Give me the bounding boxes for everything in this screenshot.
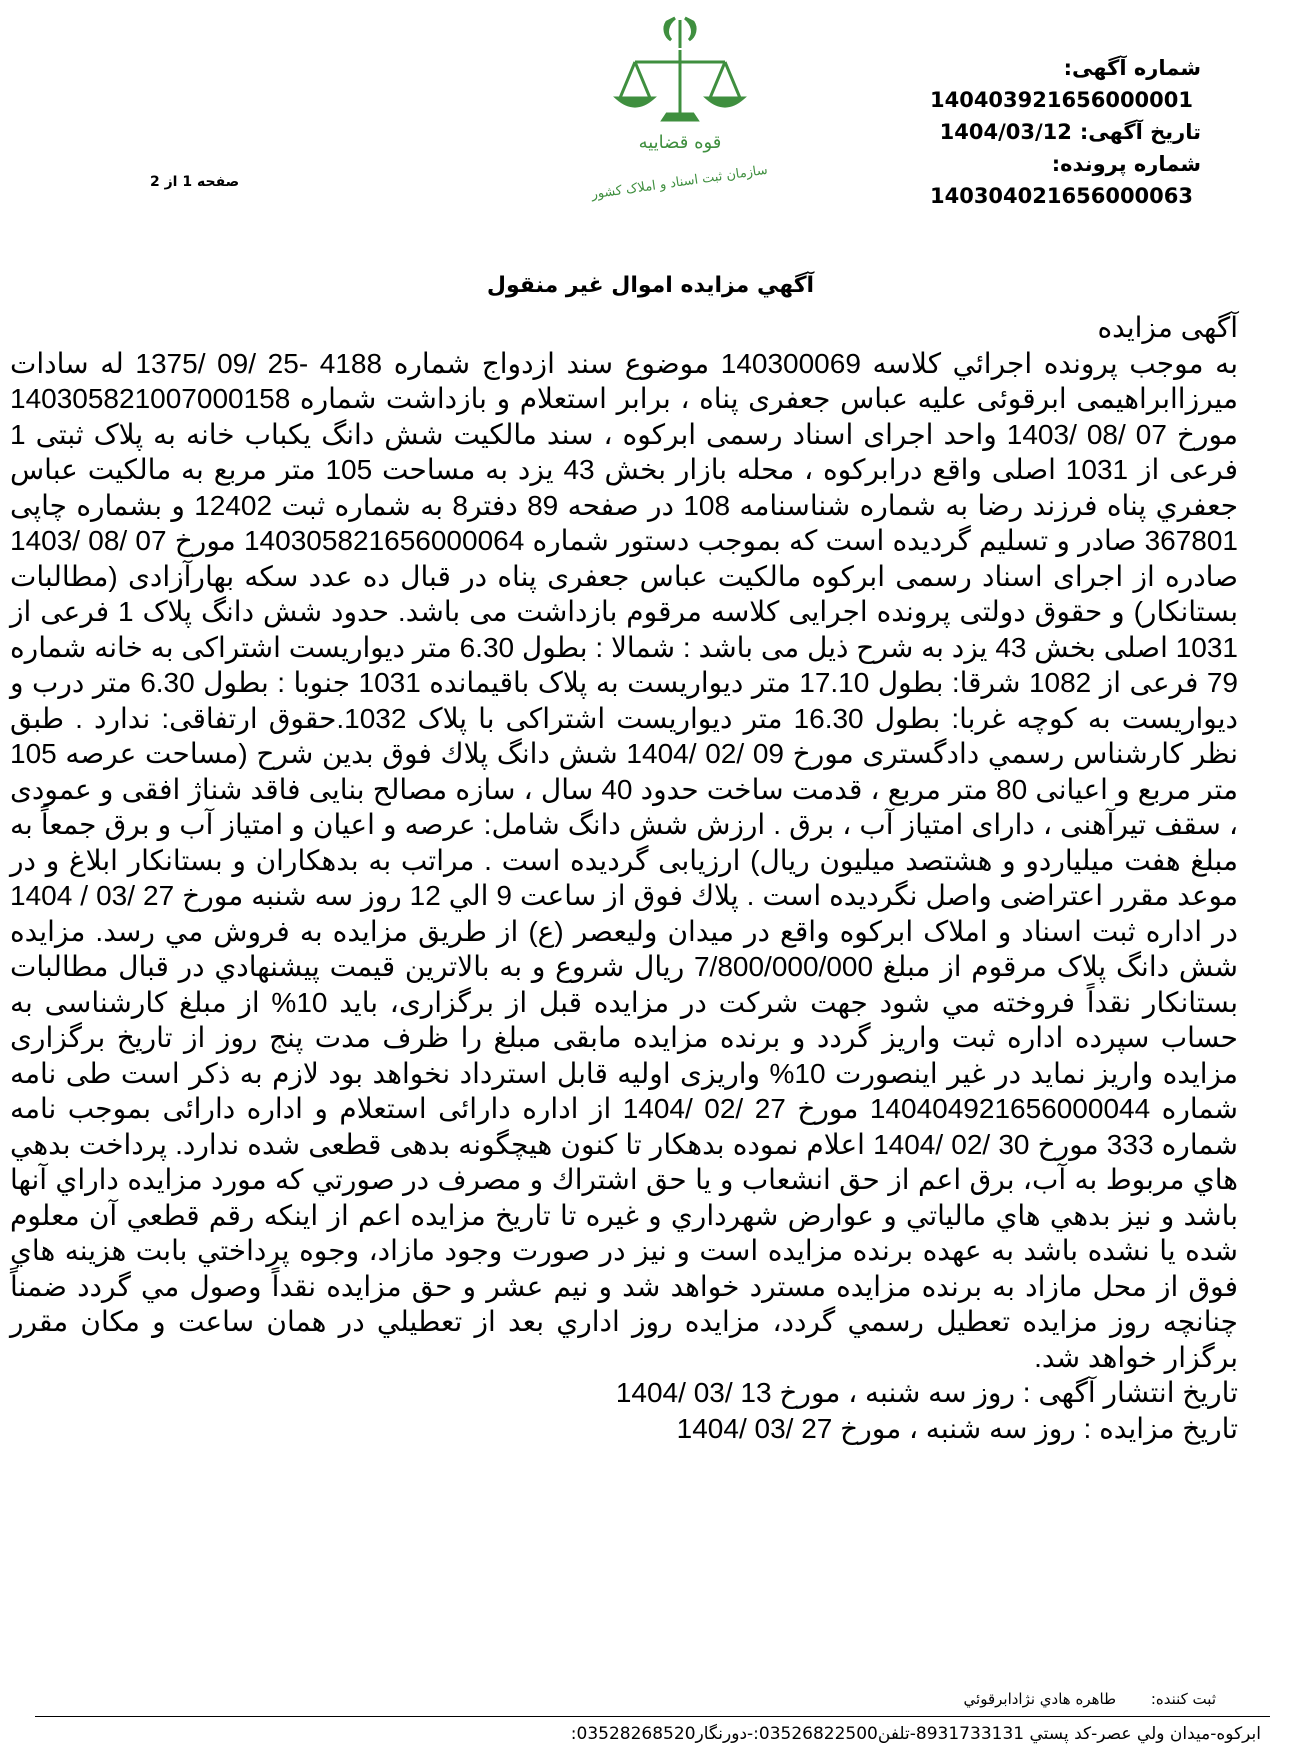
emblem-text: قوه قضاییه: [638, 132, 722, 153]
case-number-label: شماره پرونده:: [1051, 152, 1201, 176]
ad-date-label: تاریخ آگهی:: [1079, 120, 1201, 144]
registrar-label: ثبت كننده:: [1150, 1690, 1216, 1708]
notice-body: [10, 310, 1238, 1446]
ad-number-label: شماره آگهی:: [1063, 56, 1201, 80]
footer-divider: [35, 1716, 1270, 1717]
case-number-row: [821, 148, 1201, 212]
document-title: آگهي مزايده اموال غير منقول: [486, 273, 815, 298]
footer-address: ابركوه-ميدان ولي عصر-كد پستي 8931733131-تلفن03526822500:-دورنگار03528268520:: [570, 1724, 1261, 1744]
auction-date-line: تاريخ مزايده : روز سه شنبه ، مورخ 27 /03 /1404: [676, 1412, 1238, 1444]
publish-date-line: تاريخ انتشار آگهی : روز سه شنبه ، مورخ 13 /03 /1404: [615, 1377, 1238, 1408]
ad-date-row: [821, 116, 1201, 148]
page-indicator: صفحه 1 از 2: [150, 174, 240, 190]
ad-meta: [821, 52, 1201, 212]
judiciary-emblem-logo: [575, 10, 785, 220]
ad-date: 1404/03/12: [939, 120, 1072, 144]
notice-paragraph: به موجب پرونده اجرائي كلاسه 140300069 موضوع سند ازدواج شماره 4188 -25 /09 /1375 له سادات میرزاابراهیمی ابرقوئی علیه عباس جعفری پناه ، برابر استعلام و بازداشت شماره 140305821007000158 مورخ 07 /08 /1403 واحد اجرای اسناد رسمی ابرکوه ، سند مالکیت شش دانگ یکباب خانه به پلاک ثبتی 1 فرعی از 1031 اصلی واقع درابرکوه ، محله بازار بخش 43 یزد به مساحت 105 متر مربع به مالکیت عباس جعفري پناه فرزند رضا به شماره شناسنامه 108 در صفحه 89 دفتر8 به شماره ثبت 12402 و بشماره چاپی 367801 صادر و تسلیم گردیده است که بموجب دستور شماره 140305821656000064 مورخ 07 /08 /1403 صادره از اجرای اسناد رسمی ابرکوه مالکیت عباس جعفری پناه در قبال ده عدد سکه بهارآزادی (مطالبات بستانکار) و حقوق دولتی پرونده اجرایی کلاسه مرقوم بازداشت می باشد. حدود شش دانگ پلاک 1 فرعی از 1031 اصلی بخش 43 یزد به شرح ذیل می باشد : شمالا : بطول 6.30 متر دیواریست اشتراکی به خانه شماره 79 فرعی از 1082 شرقا: بطول 17.10 متر دیواریست به پلاک باقیمانده 1031 جنوبا : بطول 6.30 متر درب و دیواریست به کوچه غربا: بطول 16.30 متر دیواریست اشتراکی با پلاک 1032.حقوق ارتفاقی: ندارد . طبق نظر کارشناس رسمي دادگستری مورخ 09 /02 /1404 شش دانگ پلاك فوق بدين شرح (مساحت عرصه 105 متر مربع و اعیانی 80 متر مربع ، قدمت ساخت حدود 40 سال ، سازه مصالح بنایی فاقد شناژ افقی و عمودی ، سقف تیرآهنی ، دارای امتیاز آب ، برق . ارزش شش دانگ شامل: عرصه و اعیان و امتیاز آب و برق جمعاً به مبلغ هفت ميلياردو و هشتصد میلیون ریال) ارزیابی گردیده است . مراتب به بدهکاران و بستانکار ابلاغ و در موعد مقرر اعتراضی واصل نگردیده است . پلاك فوق از ساعت 9 الي 12 روز سه شنبه مورخ 27 /03 / 1404 در اداره ثبت اسناد و املاک ابرکوه واقع در میدان ولیعصر (ع) از طريق مزايده به فروش مي رسد. مزايده شش دانگ پلاک مرقوم از مبلغ 7/800/000/000 ريال شروع و به بالاترين قيمت پيشنهادي در قبال مطالبات بستانكار نقداً فروخته مي شود جهت شرکت در مزایده قبل از برگزاری، باید 10% از مبلغ کارشناسی به حساب سپرده اداره ثبت واریز گردد و برنده مزایده مابقی مبلغ را ظرف مدت پنج روز از تاریخ برگزاری مزایده واریز نماید در غیر اینصورت 10% واریزی اولیه قابل استرداد نخواهد بود لازم به ذکر است طی نامه شماره 140404921656000044 مورخ 27 /02 /1404 از اداره دارائی استعلام و اداره دارائی بموجب نامه شماره 333 مورخ 30 /02 /1404 اعلام نموده بدهکار تا کنون هیچگونه بدهی قطعی شده ندارد. پرداخت بدهي هاي مربوط به آب، برق اعم از حق انشعاب و يا حق اشتراك و مصرف در صورتي كه مورد مزايده داراي آنها باشد و نيز بدهي هاي مالياتي و عوارض شهرداري و غيره تا تاريخ مزايده اعم از اينكه رقم قطعي آن معلوم شده يا نشده باشد به عهده برنده مزايده است و نيز در صورت وجود مازاد، وجوه پرداختي بابت هزينه هاي فوق از محل مازاد به برنده مزايده مسترد خواهد شد و نيم عشر و حق مزايده نقداً وصول مي گردد ضمناً چنانچه روز مزايده تعطيل رسمي گردد، مزايده روز اداري بعد از تعطيلي در همان ساعت و مكان مقرر برگزار خواهد شد.: [10, 347, 1239, 1373]
case-number: 140304021656000063: [929, 184, 1193, 208]
notice-heading: آگهی مزایده: [1097, 312, 1238, 343]
registrar-name: طاهره هادي نژادابرقوئي: [963, 1690, 1117, 1708]
ad-number-row: [821, 52, 1201, 116]
registrar: [934, 1690, 1216, 1708]
emblem-subtext: سازمان ثبت اسناد و املاک کشور: [590, 162, 769, 203]
ad-number: 140403921656000001: [929, 88, 1193, 112]
